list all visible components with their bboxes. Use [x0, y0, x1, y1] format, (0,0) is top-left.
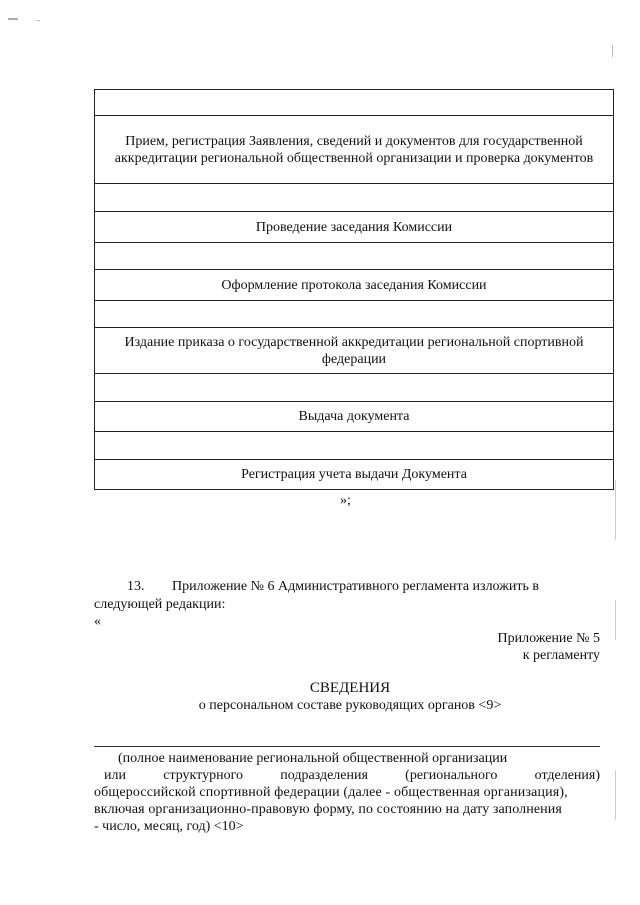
flowchart-step-6	[94, 460, 614, 490]
flowchart-spacer	[94, 184, 614, 212]
item-text-line-2: следующей редакции:	[94, 597, 226, 612]
appendix-line-1: Приложение № 5	[497, 631, 600, 646]
document-title: СВЕДЕНИЯ	[309, 680, 391, 696]
scan-speck	[615, 600, 616, 640]
flowchart-spacer	[94, 301, 614, 328]
note-line-4: включая организационно-правовую форму, по состоянию на дату заполнения	[94, 802, 562, 817]
note-line-5: - число, месяц, год) <10>	[94, 819, 244, 834]
note-word: структурного	[163, 768, 243, 783]
scan-speck	[615, 770, 616, 820]
appendix-line-2: к регламенту	[522, 648, 600, 663]
closing-quote: »;	[340, 493, 351, 508]
organization-name-line	[94, 746, 600, 747]
flowchart-spacer	[94, 243, 614, 270]
flowchart-spacer	[94, 374, 614, 402]
flowchart-step-1	[94, 116, 614, 184]
document-subtitle: о персональном составе руководящих органов <9>	[198, 698, 502, 713]
flowchart-step-label: Прием, регистрация Заявления, сведений и документов для государственной аккредитации региональной общественной организации и проверка документов	[114, 133, 594, 166]
note-word: (регионального	[405, 768, 498, 783]
flowchart-step-label: Проведение заседания Комиссии	[255, 219, 453, 235]
note-line-1: (полное наименование региональной общественной организации	[118, 751, 508, 766]
flowchart-spacer	[94, 89, 614, 116]
open-quote: «	[94, 614, 101, 629]
flowchart-spacer	[94, 432, 614, 460]
scan-speck	[36, 20, 40, 21]
note-word: или	[104, 768, 126, 783]
scan-speck	[615, 480, 616, 540]
flowchart-step-4	[94, 328, 614, 374]
item-text-line-1: Приложение № 6 Административного регламента изложить в	[172, 579, 539, 594]
note-word: подразделения	[280, 768, 368, 783]
note-line-2	[94, 767, 600, 784]
flowchart-step-label: Оформление протокола заседания Комиссии	[221, 277, 487, 293]
flowchart-step-label: Регистрация учета выдачи Документа	[241, 467, 467, 482]
note-line-3: общероссийской спортивной федерации (далее - общественная организация),	[94, 785, 568, 800]
flowchart-step-2	[94, 212, 614, 243]
flowchart-step-3	[94, 270, 614, 301]
item-number: 13.	[127, 579, 145, 594]
note-word: отделения)	[534, 768, 600, 783]
flowchart-step-label: Издание приказа о государственной аккредитации региональной спортивной федерации	[124, 334, 584, 367]
flowchart-step-label: Выдача документа	[298, 409, 410, 424]
flowchart	[94, 89, 614, 490]
scan-speck	[8, 18, 18, 20]
flowchart-step-5	[94, 402, 614, 432]
scan-speck	[612, 45, 613, 57]
